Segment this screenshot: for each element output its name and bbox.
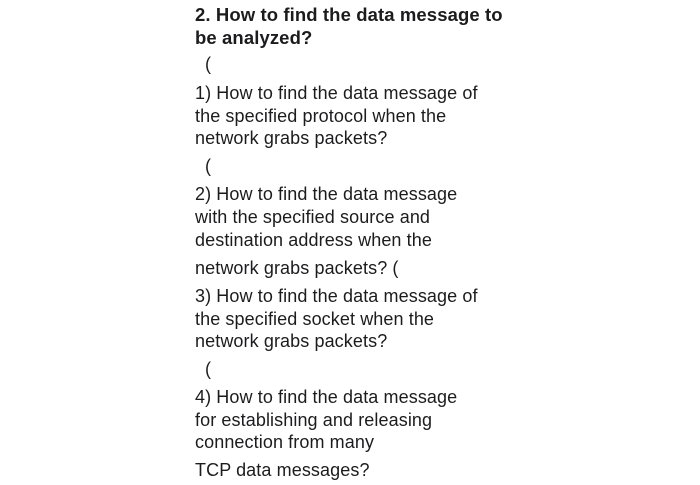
subquestion-3-line-3: network grabs packets? xyxy=(195,331,388,351)
question-heading-line-2: be analyzed? xyxy=(195,27,313,48)
subquestion-1-line-1: 1) How to find the data message of xyxy=(195,83,478,103)
subquestion-2-line-2: with the specified source and xyxy=(195,207,431,227)
answer-blank-marker: ( xyxy=(205,54,212,74)
subquestion-4-line-3: connection from many xyxy=(195,432,375,452)
subquestion-4-line-4: TCP data messages? xyxy=(195,460,370,480)
subquestion-3-line-1: 3) How to find the data message of xyxy=(195,286,478,306)
answer-blank-marker: ( xyxy=(205,156,212,176)
subquestion-1-line-3: network grabs packets? xyxy=(195,128,388,148)
subquestion-2-line-1: 2) How to find the data message xyxy=(195,184,458,204)
subquestion-2-line-4: network grabs packets? ( xyxy=(195,258,399,278)
subquestion-4-line-2: for establishing and releasing xyxy=(195,410,433,430)
question-heading-line-1: 2. How to find the data message to xyxy=(195,4,503,25)
subquestion-3-line-2: the specified socket when the xyxy=(195,309,435,329)
subquestion-2-line-3: destination address when the xyxy=(195,230,432,250)
question-document xyxy=(195,0,525,485)
subquestion-4-line-1: 4) How to find the data message xyxy=(195,387,458,407)
answer-blank-marker: ( xyxy=(205,359,212,379)
subquestion-1-line-2: the specified protocol when the xyxy=(195,106,447,126)
